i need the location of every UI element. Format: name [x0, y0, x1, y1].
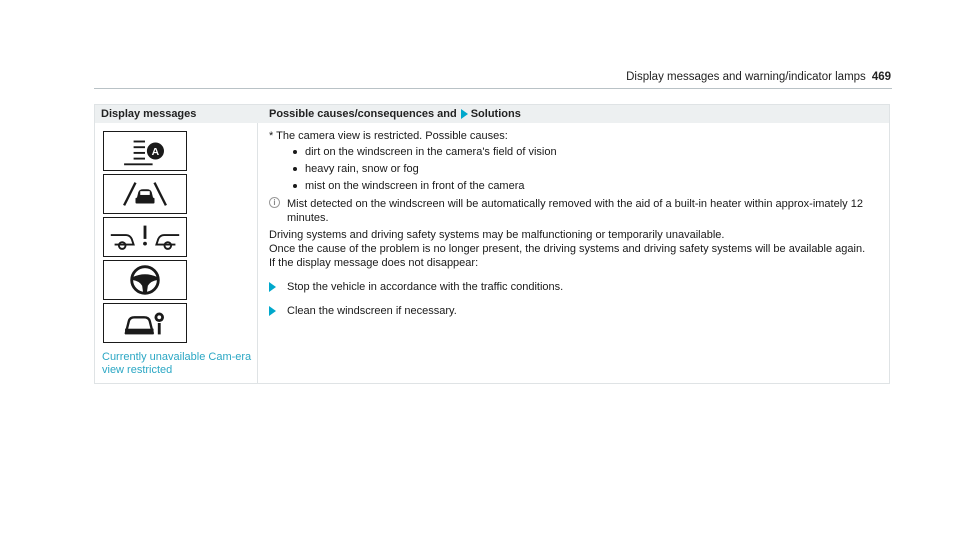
display-message-table: [94, 104, 890, 384]
action-step-text: Stop the vehicle in accordance with the traffic conditions.: [287, 281, 564, 293]
action-step-text: Clean the windscreen if necessary.: [287, 305, 457, 317]
car-lanes-icon: [103, 174, 187, 214]
running-header: [626, 71, 891, 83]
table-header-row: [95, 105, 889, 123]
col-header-causes-solutions: [269, 108, 521, 120]
list-item: mist on the windscreen in front of the camera: [293, 179, 881, 193]
paragraph-3: If the display message does not disappear:: [269, 257, 479, 269]
distance-assist-icon: [103, 217, 187, 257]
paragraph-2: Once the cause of the problem is no longer present, the driving systems and driving safety systems will be available again.: [269, 243, 866, 255]
action-step-2: [269, 304, 881, 318]
info-note-text: Mist detected on the windscreen will be automatically removed with the aid of a built-in heater within approx-imately 12 minutes.: [287, 198, 863, 224]
message-caption: Currently unavailable Cam-era view restricted: [102, 351, 252, 376]
causes-list: [293, 145, 881, 193]
list-item: dirt on the windscreen in the camera's field of vision: [293, 145, 881, 159]
steering-wheel-icon: [103, 260, 187, 300]
info-note: [269, 197, 881, 225]
camera-car-icon: [103, 303, 187, 343]
arrow-icon: [269, 282, 276, 292]
intro-text: * The camera view is restricted. Possible causes:: [269, 130, 508, 142]
action-step-1: [269, 280, 881, 294]
info-icon: i: [269, 197, 280, 208]
arrow-icon: [269, 306, 276, 316]
page-number: 469: [871, 71, 891, 83]
arrow-icon: [461, 109, 468, 119]
svg-text:A: A: [151, 146, 160, 158]
col-header-suffix: Solutions: [470, 108, 521, 120]
lane-assist-icon: [103, 131, 187, 171]
paragraph-1: Driving systems and driving safety systems may be malfunctioning or temporarily unavailable.: [269, 229, 725, 241]
column-divider: [257, 123, 258, 383]
header-rule: [94, 88, 892, 89]
col-header-display-messages: Display messages: [101, 108, 197, 120]
list-item: heavy rain, snow or fog: [293, 162, 881, 176]
causes-solutions-content: [269, 129, 881, 318]
running-header-title: Display messages and warning/indicator lamps: [626, 71, 866, 83]
col-header-prefix: Possible causes/consequences and: [269, 108, 457, 120]
